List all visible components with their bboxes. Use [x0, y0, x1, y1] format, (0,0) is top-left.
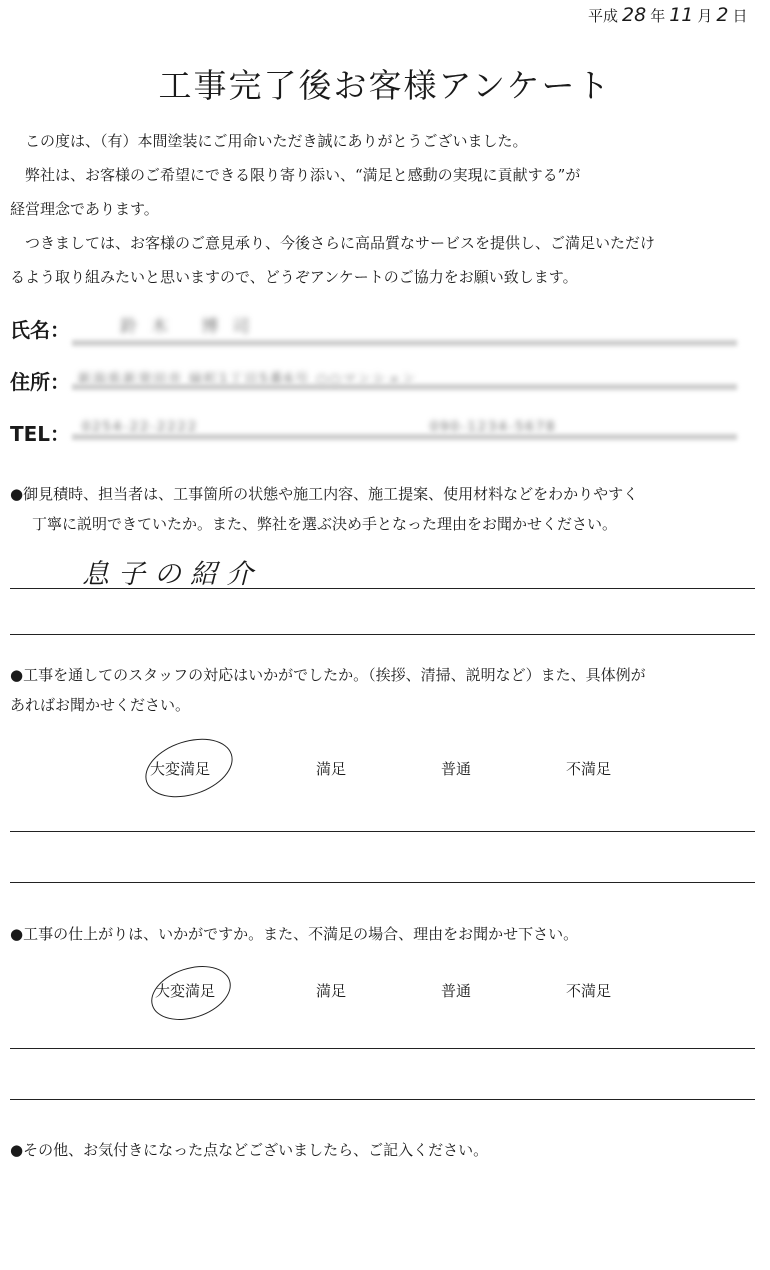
date-month-unit: 月 — [697, 7, 713, 25]
address-value: 新潟県新発田市 緑町1丁目5番6号 ○○マンション — [78, 372, 418, 387]
answer-2-line — [10, 831, 755, 832]
date-year: 28 — [622, 4, 647, 26]
question-3 — [10, 919, 765, 949]
intro-line: 経営理念であります。 — [10, 200, 159, 218]
tel-value-mobile: 090-1234-5678 — [430, 420, 557, 435]
answer-2-line — [10, 882, 755, 883]
answer-1-line — [10, 634, 755, 635]
q2-option-dissatisfied: 不満足 — [566, 760, 612, 778]
q3-option-very-satisfied: 大変満足 — [155, 982, 216, 1000]
date-day-unit: 日 — [732, 7, 748, 25]
question-4-line: ●その他、お気付きになった点などございましたら、ご記入ください。 — [10, 1141, 489, 1159]
q3-option-dissatisfied: 不満足 — [566, 982, 612, 1000]
date-year-unit: 年 — [650, 7, 666, 25]
intro-line: るよう取り組みたいと思いますので、どうぞアンケートのご協力をお願い致します。 — [10, 268, 578, 286]
q2-option-very-satisfied: 大変満足 — [150, 760, 211, 778]
date-day: 2 — [716, 4, 729, 26]
q3-option-satisfied: 満足 — [316, 982, 347, 1000]
address-label: 住所： — [10, 370, 70, 394]
question-1-line: ●御見積時、担当者は、工事箇所の状態や施工内容、施工提案、使用材料などをわかりやすく — [10, 485, 639, 503]
answer-3-line — [10, 1048, 755, 1049]
question-2 — [10, 660, 765, 720]
tel-label: TEL： — [10, 422, 71, 446]
question-2-line: あればお聞かせください。 — [10, 696, 191, 714]
question-1 — [10, 479, 765, 539]
question-3-line: ●工事の仕上がりは、いかがですか。また、不満足の場合、理由をお聞かせ下さい。 — [10, 925, 579, 943]
q3-option-neutral: 普通 — [441, 982, 472, 1000]
answer-3-line — [10, 1099, 755, 1100]
name-value: 鈴木 博司 — [120, 317, 264, 337]
question-2-line: ●工事を通してのスタッフの対応はいかがでしたか。（挨拶、清掃、説明など）また、具体例が — [10, 666, 646, 684]
q2-option-satisfied: 満足 — [316, 760, 347, 778]
date-era: 平成 — [588, 7, 619, 25]
intro-line: 弊社は、お客様のご希望にできる限り寄り添い、“満足と感動の実現に貢献する”が — [25, 166, 581, 184]
q2-option-neutral: 普通 — [441, 760, 472, 778]
intro-line: つきましては、お客様のご意見承り、今後さらに高品質なサービスを提供し、ご満足いただけ — [25, 234, 656, 252]
question-4 — [10, 1135, 765, 1165]
question-1-line: 丁寧に説明できていたか。また、弊社を選ぶ決め手となった理由をお聞かせください。 — [32, 515, 618, 533]
name-underline — [72, 340, 737, 346]
tel-underline — [72, 434, 737, 440]
tel-value: 0254-22-2222 — [82, 420, 199, 435]
answer-1-line — [10, 588, 755, 589]
address-underline — [72, 384, 737, 390]
page-title: 工事完了後お客様アンケート — [158, 66, 612, 105]
date-line — [588, 4, 748, 26]
intro-line: この度は、（有）本間塗装にご用命いただき誠にありがとうございました。 — [25, 132, 528, 150]
answer-1-handwritten: 息子の紹介 — [82, 559, 262, 590]
name-label: 氏名： — [10, 318, 70, 342]
intro-text — [10, 124, 765, 294]
date-month: 11 — [669, 4, 694, 26]
